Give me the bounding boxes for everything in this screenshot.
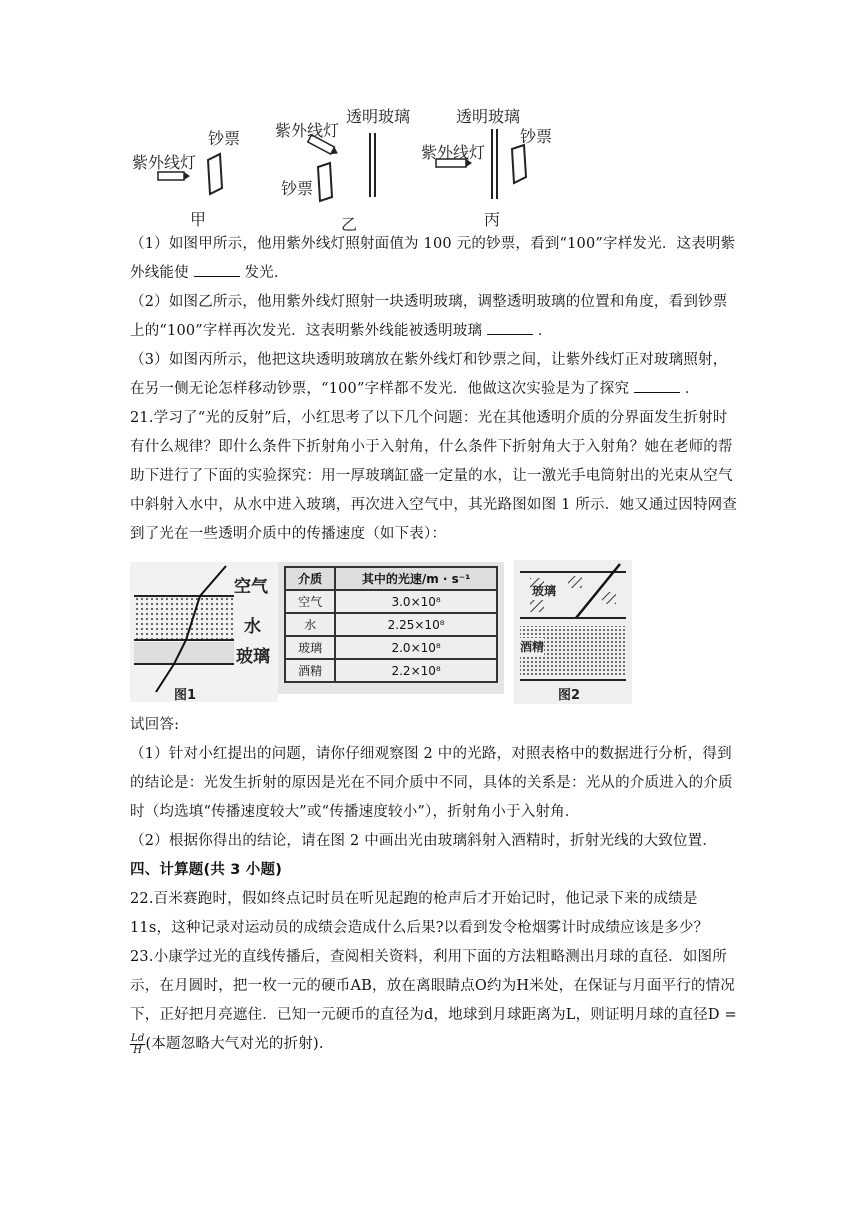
table-header-cell: 介质	[285, 567, 335, 590]
formula-fraction	[130, 1033, 145, 1056]
q22: 22.百米赛跑时，假如终点记时员在听见起跑的枪声后才开始记时，他记录下来的成绩是 11s，这种记录对运动员的成绩会造成什么后果?以看到发令枪烟雾计时成绩应该是多少？	[130, 891, 709, 936]
fraction-numerator: Ld	[131, 1032, 145, 1044]
label-uv-lamp-yi: 紫外线灯	[275, 121, 340, 140]
q20-part2	[130, 288, 740, 346]
table-cell: 2.25×10⁸	[335, 613, 497, 636]
table-row	[285, 590, 497, 613]
q20-part2-tail: ．	[537, 323, 553, 339]
table-cell: 玻璃	[285, 636, 335, 659]
fraction-denominator: H	[133, 1044, 143, 1056]
answer-blank[interactable]	[487, 320, 533, 335]
q20-body	[130, 230, 740, 404]
q20-part3	[130, 346, 740, 404]
label-bill-bing: 钞票	[520, 127, 553, 146]
q23	[130, 943, 740, 1059]
figure-2	[514, 560, 632, 704]
label-water: 水	[244, 617, 261, 637]
q20-part3-text: （3）如图丙所示，他把这块透明玻璃放在紫外线灯和钞票之间，让紫外线灯正对玻璃照射，在另一侧无论怎样移动钞票，“100”字样都不发光．他做这次实验是为了探究	[130, 352, 728, 397]
light-speed-table	[284, 566, 498, 683]
q21-part1: （1）针对小红提出的问题，请你仔细观察图 2 中的光路，对照表格中的数据进行分析，得到的结论是：光发生折射的原因是光在不同介质中不同，具体的关系是：光从的介质进入的介质时（均选填“传播速度较大”或“传播速度较小”），折射角小于入射角．	[130, 746, 733, 820]
label-bill-yi: 钞票	[281, 179, 314, 198]
answer-blank[interactable]	[634, 378, 680, 393]
uv-lamp-glass-bill-diagram-bing	[430, 125, 540, 215]
caption-fig1: 图1	[174, 688, 197, 703]
label-alcohol-fig2: 酒精	[520, 640, 545, 654]
caption-yi: 乙	[341, 215, 358, 234]
q21-part2: （2）根据你得出的结论，请在图 2 中画出光由玻璃斜射入酒精时，折射光线的大致位置．	[130, 833, 718, 849]
table-row	[285, 636, 497, 659]
label-uv-lamp-bing: 紫外线灯	[421, 143, 486, 162]
label-glass-bing: 透明玻璃	[456, 107, 521, 126]
q21-intro: 21.学习了“光的反射”后，小红思考了以下几个问题：光在其他透明介质的分界面发生折射时有什么规律？即什么条件下折射角小于入射角，什么条件下折射角大于入射角？她在老师的帮助下进行了下面的实验探究：用一厚玻璃缸盛一定量的水，让一激光手电筒射出的光束从空气中斜射入水中，从水中进入玻璃，再次进入空气中，其光路图如图 1 所示．她又通过因特网查到了光在一些透明介质中的传播速度（如下表）：	[130, 410, 738, 542]
caption-fig2: 图2	[558, 688, 581, 703]
q20-part1-tail: 发光．	[244, 265, 289, 281]
uv-lamp-glass-diagram-yi	[300, 125, 390, 215]
label-air: 空气	[234, 577, 268, 597]
section-4	[130, 856, 740, 1059]
q23-tail: (本题忽略大气对光的折射).	[145, 1036, 324, 1052]
q20-part1	[130, 230, 740, 288]
light-speed-table-wrap	[278, 562, 504, 694]
table-header-cell: 其中的光速/m · s⁻¹	[335, 567, 497, 590]
q23-text: 23.小康学过光的直线传播后，查阅相关资料，利用下面的方法粗略测出月球的直径．如图所示，在月圆时，把一枚一元的硬币AB，放在离眼睛点O约为H米处，在保证与月面平行的情况下，正好把月亮遮住．已知一元硬币的直径为d，地球到月球距离为L，则证明月球的直径D =	[130, 949, 737, 1023]
uv-lamp-bill-diagram-jia	[150, 150, 240, 200]
q21-body	[130, 404, 740, 549]
q21-questions	[130, 711, 740, 856]
table-cell: 酒精	[285, 659, 335, 682]
label-glass-fig2: 玻璃	[532, 584, 557, 598]
q20-part3-tail: ．	[684, 381, 700, 397]
q20-part2-text: （2）如图乙所示，他用紫外线灯照射一块透明玻璃，调整透明玻璃的位置和角度，看到钞票上的“100”字样再次发光．这表明紫外线能被透明玻璃	[130, 294, 728, 339]
caption-bing: 丙	[484, 210, 501, 229]
label-uv-lamp-jia: 紫外线灯	[132, 153, 197, 172]
table-cell: 水	[285, 613, 335, 636]
q20-part1-text: （1）如图甲所示，他用紫外线灯照射面值为 100 元的钞票，看到“100”字样发光．这表明紫外线能使	[130, 236, 736, 281]
table-row	[285, 659, 497, 682]
table-header-row	[285, 567, 497, 590]
caption-jia: 甲	[190, 210, 207, 229]
section-heading: 四、计算题(共 3 小题)	[130, 862, 283, 878]
label-glass-yi: 透明玻璃	[346, 107, 411, 126]
figure-1	[130, 562, 278, 702]
label-bill-jia: 钞票	[208, 129, 241, 148]
label-glass: 玻璃	[236, 647, 270, 667]
table-cell: 空气	[285, 590, 335, 613]
table-row	[285, 613, 497, 636]
answer-prompt: 试回答:	[130, 717, 180, 733]
table-cell: 2.2×10⁸	[335, 659, 497, 682]
answer-blank[interactable]	[194, 262, 240, 277]
table-cell: 3.0×10⁸	[335, 590, 497, 613]
table-cell: 2.0×10⁸	[335, 636, 497, 659]
